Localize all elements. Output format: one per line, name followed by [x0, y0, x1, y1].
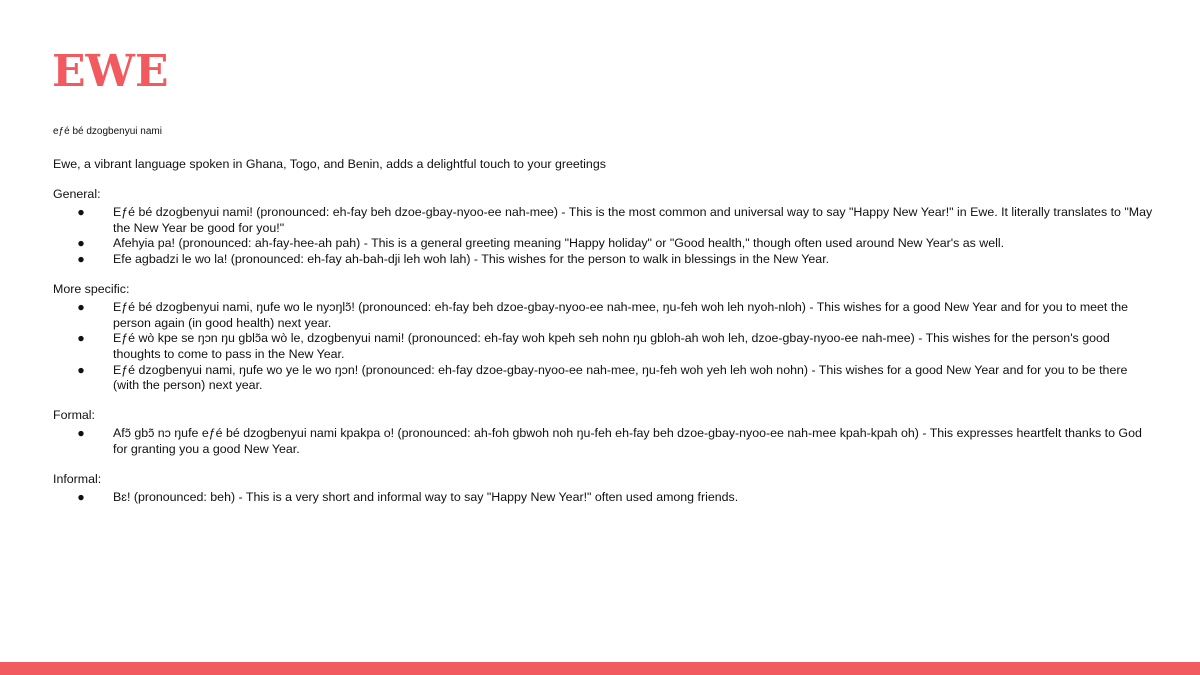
footer-accent-bar	[0, 662, 1200, 675]
bullet-icon: ●	[77, 362, 85, 377]
bullet-icon: ●	[77, 331, 85, 346]
greeting-list	[53, 490, 1153, 506]
slide-content	[53, 157, 1153, 506]
greeting-list	[53, 426, 1153, 457]
list-item-text: Eƒé wò kpe se ŋɔn ŋu gblɔ̃a wò le, dzogbenyui nami! (pronounced: eh-fay woh kpeh seh nohn ŋu gbloh-ah woh leh, dzoe-gbay-nyoo-ee nah-mee) - This wishes for the person's good thoughts to come to pass in the New Year.	[113, 331, 1110, 361]
bullet-icon: ●	[77, 236, 85, 251]
list-item	[77, 236, 1153, 252]
list-item	[77, 300, 1153, 331]
page-title: EWE	[52, 46, 169, 97]
section-heading: General:	[53, 186, 101, 201]
section-more-specific	[53, 282, 1153, 394]
list-item	[77, 426, 1153, 457]
list-item-text: Afɔ̃ gbɔ̃ nɔ ŋufe eƒé bé dzogbenyui nami kpakpa o! (pronounced: ah-foh gbwoh noh ŋu-feh eh-fay beh dzoe-gbay-nyoo-ee nah-mee kpah-kpah oh) - This expresses heartfelt thanks to God for granting you a good New Year.	[113, 426, 1142, 456]
list-item-text: Eƒé bé dzogbenyui nami, ŋufe wo le nyɔŋlɔ̃! (pronounced: eh-fay beh dzoe-gbay-nyoo-ee nah-mee, ŋu-feh woh leh nyoh-nloh) - This wishes for a good New Year and for you to meet the person again (in good health) next year.	[113, 300, 1129, 330]
section-informal	[53, 472, 1153, 506]
greeting-list	[53, 300, 1153, 394]
section-general	[53, 187, 1153, 268]
section-heading: Formal:	[53, 407, 95, 422]
list-item-text: Efe agbadzi le wo la! (pronounced: eh-fay ah-bah-dji leh woh lah) - This wishes for the person to walk in blessings in the New Year.	[113, 251, 830, 266]
list-item	[77, 205, 1153, 236]
list-item-text: Eƒé bé dzogbenyui nami! (pronounced: eh-fay beh dzoe-gbay-nyoo-ee nah-mee) - This is the most common and universal way to say "Happy New Year!" in Ewe. It literally translates to "May the New Year be good for you!"	[113, 205, 1153, 235]
list-item	[77, 331, 1153, 362]
list-item	[77, 362, 1153, 394]
intro-text: Ewe, a vibrant language spoken in Ghana, Togo, and Benin, adds a delightful touch to your greetings	[53, 157, 606, 171]
bullet-icon: ●	[77, 205, 85, 220]
section-formal	[53, 408, 1153, 458]
list-item	[77, 251, 1153, 268]
list-item	[77, 490, 1153, 506]
greeting-list	[53, 205, 1153, 267]
page-subtitle: eƒé bé dzogbenyui nami	[53, 126, 162, 137]
section-heading: More specific:	[53, 281, 130, 296]
list-item-text: Bɛ! (pronounced: beh) - This is a very short and informal way to say "Happy New Year!" often used among friends.	[113, 490, 739, 505]
section-heading: Informal:	[53, 471, 102, 486]
bullet-icon: ●	[77, 490, 85, 505]
list-item-text: Eƒé dzogbenyui nami, ŋufe wo ye le wo ŋɔn! (pronounced: eh-fay dzoe-gbay-nyoo-ee nah-mee, ŋu-feh woh yeh leh woh nohn) - This wishes for a good New Year and for you to be there (with the person) next year.	[113, 362, 1128, 393]
bullet-icon: ●	[77, 426, 85, 441]
list-item-text: Afehyia pa! (pronounced: ah-fay-hee-ah pah) - This is a general greeting meaning "Happy holiday" or "Good health," though often used around New Year's as well.	[113, 236, 1005, 251]
bullet-icon: ●	[77, 251, 85, 266]
bullet-icon: ●	[77, 300, 85, 315]
